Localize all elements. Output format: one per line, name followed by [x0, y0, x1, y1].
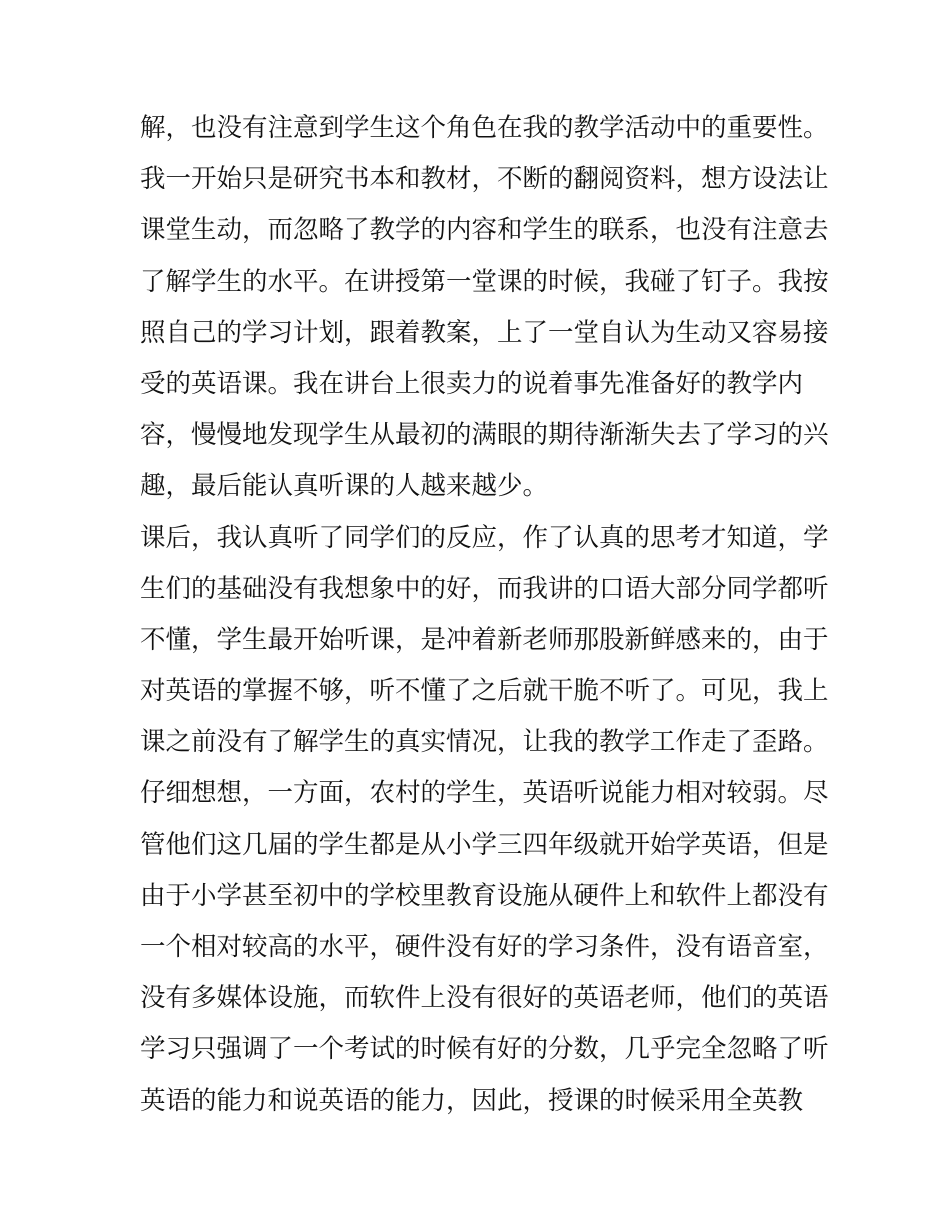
text-line: 没有多媒体设施，而软件上没有很好的英语老师，他们的英语 [140, 983, 829, 1014]
text-line: 课之前没有了解学生的真实情况，让我的教学工作走了歪路。 [140, 727, 829, 758]
text-line: 课后，我认真听了同学们的反应，作了认真的思考才知道，学 [140, 522, 829, 553]
text-line: 不懂，学生最开始听课，是冲着新老师那股新鲜感来的，由于 [140, 624, 829, 655]
text-line: 学习只强调了一个考试的时候有好的分数，几乎完全忽略了听 [140, 1034, 829, 1065]
text-line: 一个相对较高的水平，硬件没有好的学习条件，没有语音室， [140, 932, 829, 962]
text-line: 由于小学甚至初中的学校里教育设施从硬件上和软件上都没有 [140, 880, 829, 911]
body-text [140, 103, 829, 1127]
text-line: 仔细想想，一方面，农村的学生，英语听说能力相对较弱。尽 [140, 778, 829, 809]
text-line: 解，也没有注意到学生这个角色在我的教学活动中的重要性。 [140, 113, 829, 143]
text-line: 趣，最后能认真听课的人越来越少。 [140, 471, 549, 502]
text-line: 容，慢慢地发现学生从最初的满眼的期待渐渐失去了学习的兴 [140, 420, 829, 451]
text-line: 了解学生的水平。在讲授第一堂课的时候，我碰了钉子。我按 [140, 266, 829, 297]
text-line: 英语的能力和说英语的能力，因此，授课的时候采用全英教 [140, 1085, 804, 1116]
text-line: 我一开始只是研究书本和教材，不断的翻阅资料，想方设法让 [140, 164, 829, 195]
text-line: 对英语的掌握不够，听不懂了之后就干脆不听了。可见，我上 [140, 676, 829, 707]
text-line: 生们的基础没有我想象中的好，而我讲的口语大部分同学都听 [140, 573, 829, 604]
text-line: 受的英语课。我在讲台上很卖力的说着事先准备好的教学内 [140, 368, 804, 399]
text-line: 管他们这几届的学生都是从小学三四年级就开始学英语，但是 [140, 829, 829, 860]
text-line: 课堂生动，而忽略了教学的内容和学生的联系，也没有注意去 [140, 215, 829, 246]
text-line: 照自己的学习计划，跟着教案，上了一堂自认为生动又容易接 [140, 317, 829, 348]
